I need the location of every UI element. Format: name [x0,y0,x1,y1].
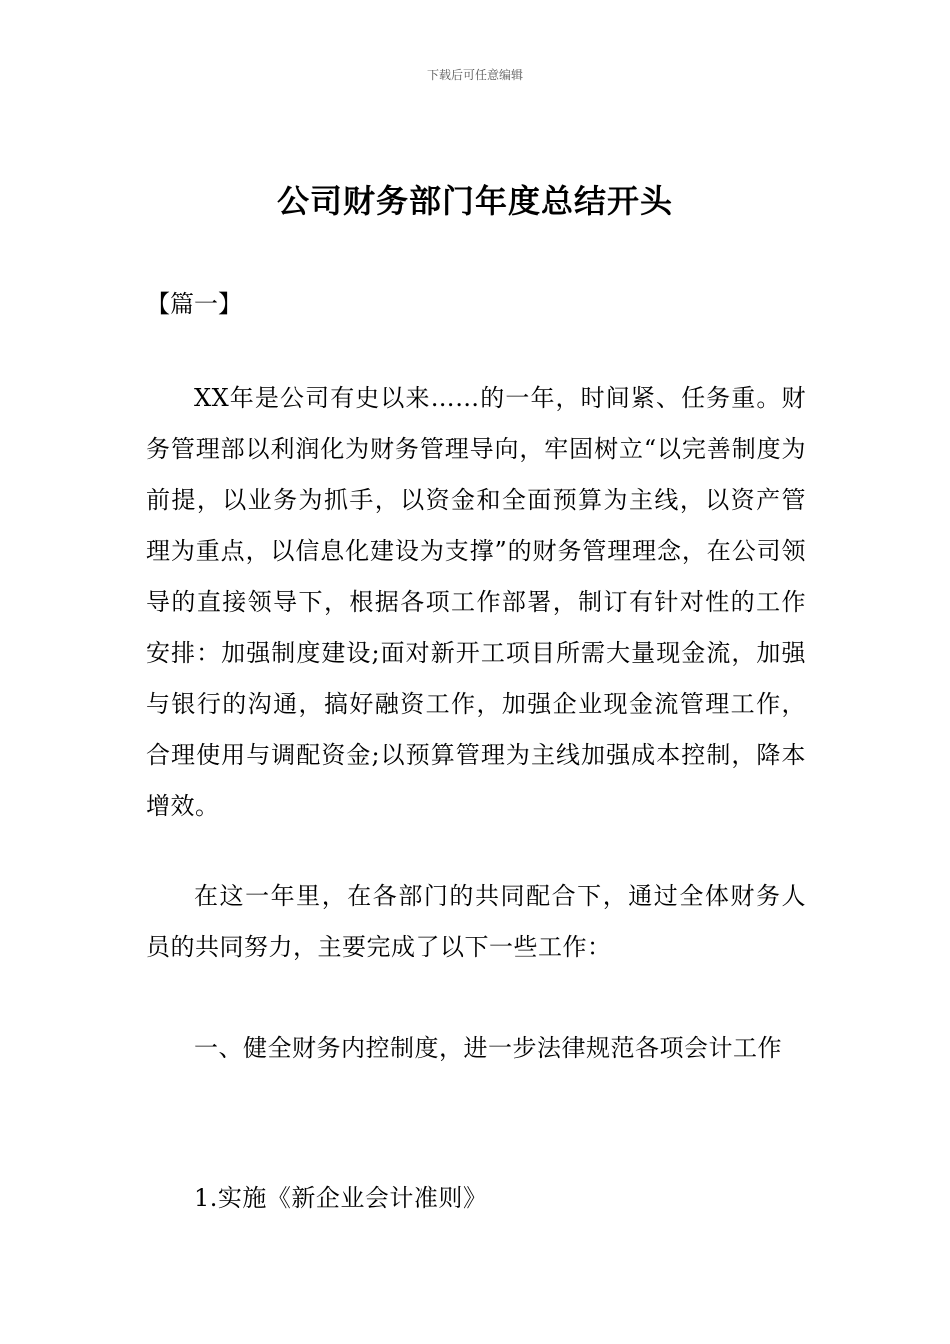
document-title: 公司财务部门年度总结开头 [276,182,673,220]
paragraph-intro: XX年是公司有史以来……的一年，时间紧、任务重。财务管理部以利润化为财务管理导向，牢固树立“以完善制度为前提，以业务为抓手，以资金和全面预算为主线，以资产管理为重点，以信息化建设为支撑”的财务管理理念，在公司领导的直接领导下，根据各项工作部署，制订有针对性的工作安排：加强制度建设;面对新开工项目所需大量现金流，加强与银行的沟通，搞好融资工作，加强企业现金流管理工作，合理使用与调配资金;以预算管理为主线加强成本控制，降本增效。 [146,384,806,820]
download-note: 下载后可任意编辑 [426,68,523,82]
paragraph-summary: 在这一年里，在各部门的共同配合下，通过全体财务人员的共同努力，主要完成了以下一些工作： [146,882,806,961]
section-label: 【篇一】 [146,290,242,318]
paragraph-heading-one: 一、健全财务内控制度，进一步法律规范各项会计工作 [194,1034,782,1062]
paragraph-subheading: 1.实施《新企业会计准则》 [194,1184,488,1212]
